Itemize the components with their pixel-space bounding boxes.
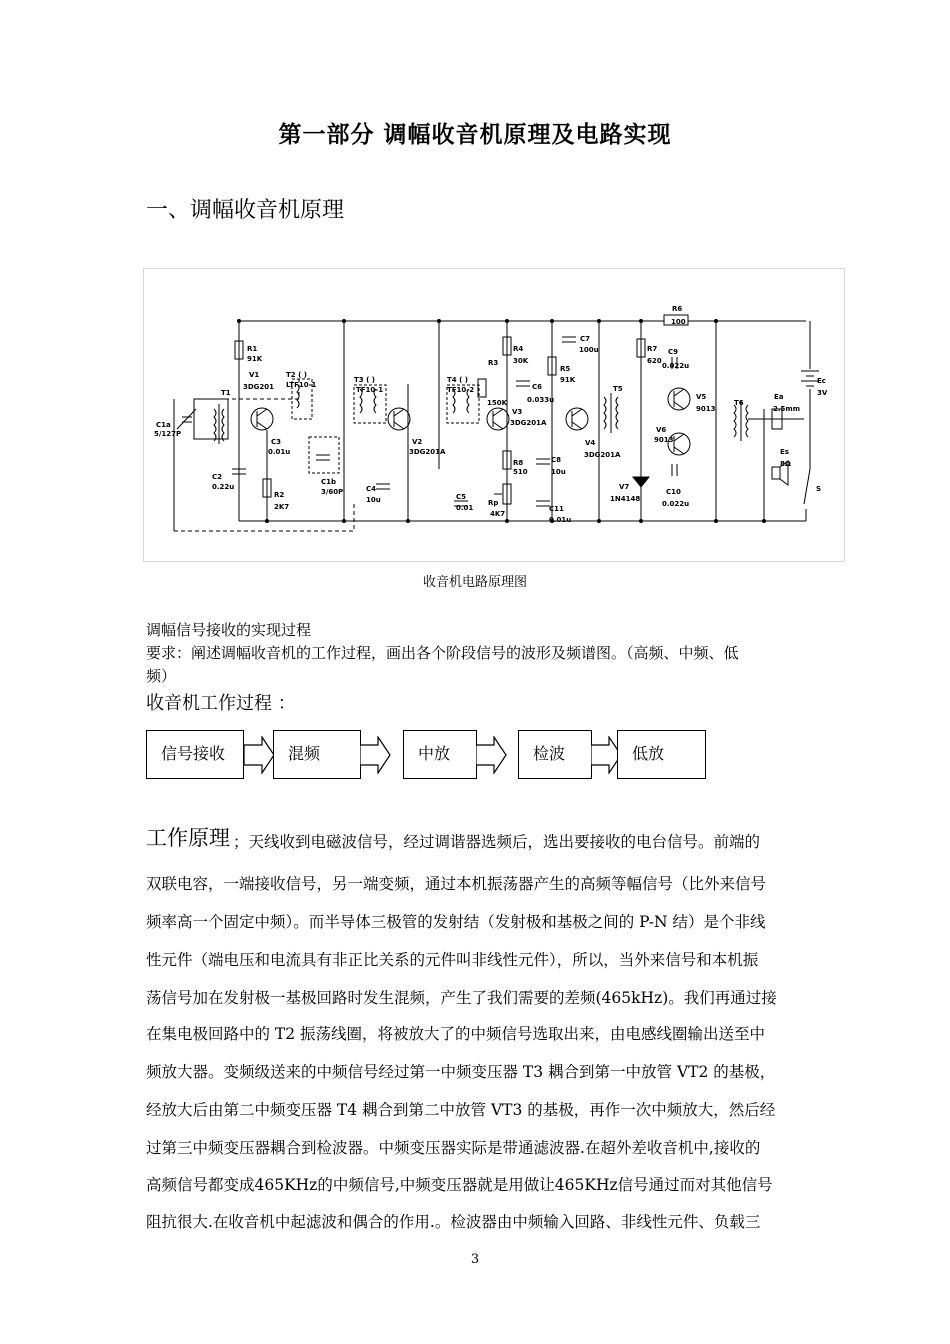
label-c1a-value: 5/127P (154, 430, 182, 438)
label-c6-value: 0.033u (527, 396, 555, 404)
page-number: 3 (470, 1252, 480, 1267)
label-r3: R3 (488, 359, 499, 367)
label-v7-type: 1N4148 (610, 495, 641, 503)
principle-heading: 工作原理 (146, 826, 230, 850)
label-c9-value: 0.022u (662, 362, 690, 370)
label-c3: C3 (271, 438, 282, 446)
process-heading: 收音机工作过程 ： (146, 693, 296, 714)
label-t4-type: TF10-2 (447, 386, 475, 394)
label-ec: Ec (817, 377, 826, 385)
label-v4: V4 (585, 439, 596, 447)
label-r7-value: 620 (647, 357, 662, 365)
label-r6: R6 (672, 305, 683, 313)
flow-arrow-icon (476, 736, 508, 774)
label-c1b: C1b (321, 478, 337, 486)
flow-step-if-amp: 中放 (403, 730, 477, 779)
label-t6: T6 (734, 399, 744, 407)
label-v7: V7 (619, 483, 630, 491)
label-c10-value: 0.022u (662, 500, 690, 508)
label-es: Es (780, 448, 789, 456)
principle-line: 性元件（端电压和电流具有非正比关系的元件叫非线性元件），所以，当外来信号和本机振 (146, 951, 759, 969)
principle-line: 高频信号都变成465KHz的中频信号,中频变压器就是用做让465KHz信号通过而对其他信号 (146, 1176, 773, 1194)
label-v5-type: 9013 (696, 405, 716, 413)
principle-line: 双联电容，一端接收信号，另一端变频，通过本机振荡器产生的高频等幅信号（比外来信号 (146, 875, 767, 893)
requirement-line-2: 频） (146, 667, 177, 685)
requirement-line-1: 要求：阐述调幅收音机的工作过程，画出各个阶段信号的波形及频谱图。（高频、中频、低 (146, 644, 739, 662)
label-c5: C5 (456, 493, 467, 501)
label-v3-type: 3DG201A (510, 419, 547, 427)
label-c4: C4 (366, 485, 377, 493)
label-r7: R7 (647, 345, 658, 353)
label-c6: C6 (532, 383, 543, 391)
label-r4-value: 30K (513, 357, 529, 365)
label-r1: R1 (247, 345, 258, 353)
label-t3-type: TF10-1 (356, 386, 384, 394)
label-r1-value: 91K (247, 355, 263, 363)
label-v1-type: 3DG201 (243, 383, 275, 391)
flow-step-af-amp: 低放 (617, 730, 706, 779)
label-c11: C11 (549, 505, 564, 513)
flow-arrow-icon (244, 736, 276, 774)
label-es-value: 8Ω (780, 460, 791, 468)
label-t4: T4 ( ) (447, 376, 468, 384)
label-v2: V2 (412, 438, 423, 446)
label-r8: R8 (513, 459, 524, 467)
principle-line: 频率高一个固定中频）。而半导体三极管的发射结（发射极和基极之间的 P-N 结）是个非线 (146, 913, 766, 931)
principle-line: 在集电极回路中的 T2 振荡线圈，将被放大了的中频信号选取出来，由电感线圈输出送至中 (146, 1025, 766, 1043)
label-r2: R2 (274, 491, 285, 499)
principle-line: 过第三中频变压器耦合到检波器。中频变压器实际是带通滤波器.在超外差收音机中,接收的 (146, 1139, 761, 1157)
section-heading: 一、调幅收音机原理 (146, 198, 345, 223)
label-rp: Rp (488, 499, 499, 507)
page-title: 第一部分 调幅收音机原理及电路实现 (278, 122, 672, 148)
flow-step-mixer: 混频 (273, 730, 361, 779)
label-r5-value: 91K (560, 376, 576, 384)
flow-arrow-icon (360, 736, 392, 774)
label-v6-type: 9013 (654, 436, 674, 444)
schematic-caption: 收音机电路原理图 (422, 575, 527, 590)
label-r2-value: 2K7 (274, 503, 290, 511)
label-c11-value: 0.01u (549, 516, 572, 524)
principle-line: 荡信号加在发射极一基极回路时发生混频，产生了我们需要的差频(465kHz)。我们再通过接 (146, 989, 777, 1007)
label-c5-value: 0.01 (456, 504, 474, 512)
label-t5: T5 (613, 385, 623, 393)
label-r4: R4 (513, 345, 524, 353)
label-v2-type: 3DG201A (409, 448, 446, 456)
circuit-schematic (143, 268, 845, 562)
label-t1: T1 (221, 389, 231, 397)
label-c10: C10 (666, 488, 681, 496)
label-v4-type: 3DG201A (584, 451, 621, 459)
label-v5: V5 (696, 393, 707, 401)
label-c7-value: 100u (579, 346, 599, 354)
principle-line: 经放大后由第二中频变压器 T4 耦合到第二中放管 VT3 的基极，再作一次中频放大，然后经 (146, 1101, 776, 1119)
label-ec-value: 3V (817, 389, 828, 397)
label-c3-value: 0.01u (268, 448, 291, 456)
label-c8: C8 (551, 456, 562, 464)
flow-step-receive: 信号接收 (146, 730, 244, 779)
label-c9: C9 (668, 348, 679, 356)
label-r3-value: 150K (487, 399, 508, 407)
label-rp-value: 4K7 (490, 510, 506, 518)
label-c1b-value: 3/60P (321, 488, 344, 496)
label-ea: Ea (774, 393, 784, 401)
label-v1: V1 (249, 371, 260, 379)
label-t3: T3 ( ) (354, 376, 375, 384)
label-s: S (816, 485, 822, 493)
subheading: 调幅信号接收的实现过程 (146, 621, 312, 639)
process-flow (146, 730, 706, 782)
label-c7: C7 (580, 335, 591, 343)
label-t2-type: LTF10-1 (286, 381, 317, 389)
label-c4-value: 10u (366, 496, 381, 504)
label-t2: T2 ( ) (286, 371, 307, 379)
label-c2: C2 (212, 473, 223, 481)
flow-step-detector: 检波 (518, 730, 592, 779)
label-r5: R5 (560, 365, 571, 373)
label-r6-value: 100 (671, 318, 686, 326)
principle-line: 频放大器。变频级送来的中频信号经过第一中频变压器 T3 耦合到第一中放管 VT2 的基极， (146, 1063, 776, 1081)
principle-line: ；天线收到电磁波信号，经过调谐器选频后，选出要接收的电台信号。前端的 (233, 833, 761, 851)
principle-line: 阻抗很大.在收音机中起滤波和偶合的作用.。检波器由中频输入回路、非线性元件、负载三 (146, 1213, 761, 1231)
label-c2-value: 0.22u (212, 483, 235, 491)
label-v6: V6 (656, 426, 667, 434)
label-ea-value: 2.5mm (773, 405, 800, 413)
label-c1a: C1a (156, 421, 171, 429)
label-v3: V3 (512, 408, 523, 416)
label-c8-value: 10u (551, 468, 566, 476)
label-r8-value: 510 (513, 468, 528, 476)
